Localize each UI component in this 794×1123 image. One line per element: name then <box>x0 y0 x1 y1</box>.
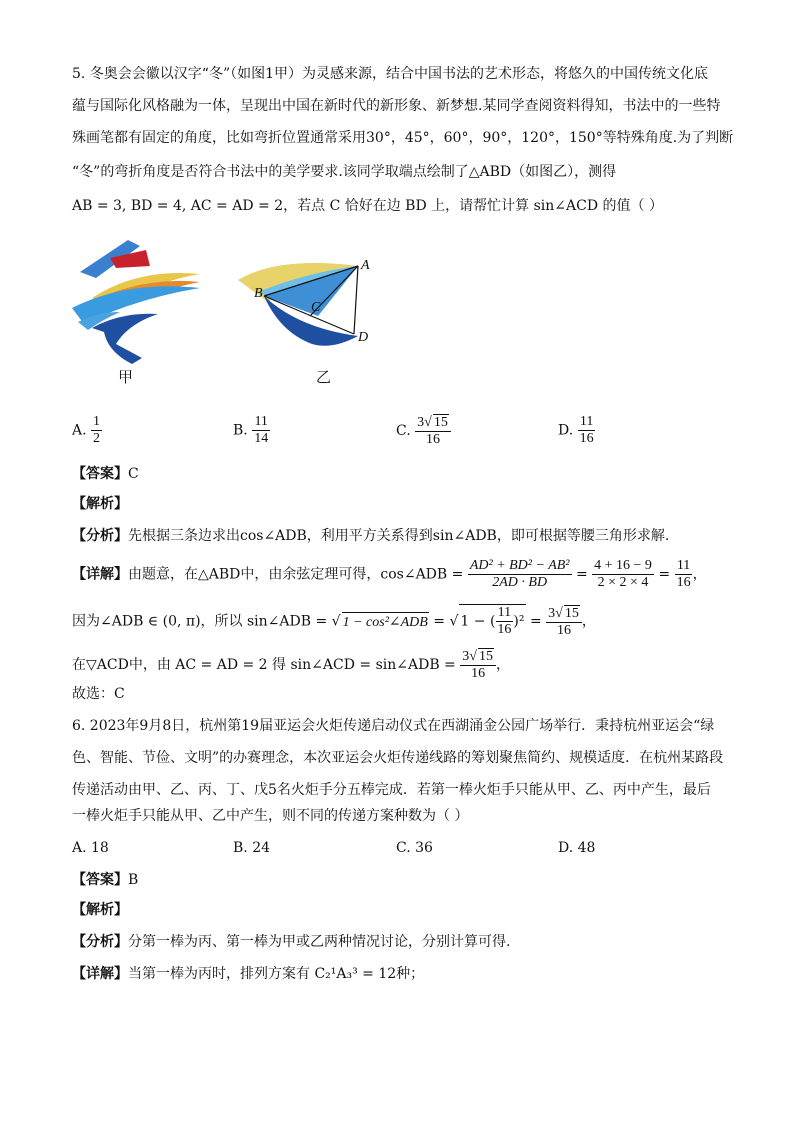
option-c-label: C. <box>396 423 411 439</box>
xj2-rad2-frac <box>495 605 513 638</box>
option-b-num: 11 <box>254 414 268 429</box>
q6-xiangjie-text: 当第一棒为丙时，排列方案有 C₂¹A₃³ = 12种； <box>128 966 425 982</box>
option-d-label: D. <box>558 422 574 439</box>
option-c-radicand: 15 <box>433 415 448 430</box>
option-b-den: 14 <box>254 431 269 446</box>
option-c-den: 16 <box>425 432 440 447</box>
xj3-result-coef: 3 <box>462 649 470 664</box>
q5-line-4: “冬”的弯折角度是否符合书法中的美学要求.该同学取端点绘制了△ABD（如图乙），测得 <box>72 164 617 180</box>
q6-xiangjie-tag: 【详解】 <box>72 966 128 982</box>
option-b-label: B. <box>233 422 248 439</box>
fenxi-tag: 【分析】 <box>72 528 128 544</box>
xj3-result-den: 16 <box>471 666 486 681</box>
point-label-b: B <box>254 286 263 301</box>
q5-line-1: 5. 冬奥会会徽以汉字“冬”（如图1甲）为灵感来源，结合中国书法的艺术形态，将悠久的中国传统文化底 <box>72 66 709 82</box>
xj1-frac-3-den: 16 <box>676 575 691 590</box>
option-a-den: 2 <box>93 431 101 446</box>
xj2-result-coef: 3 <box>548 605 556 621</box>
q5-option-d[interactable] <box>558 414 596 447</box>
q5-xiangjie-2: 因为∠ADB ∈ (0, π)，所以 sin∠ADB = √ 1 − cos²∠ADB = √ 1 − ( $\frac{11}{16}$ )² = $\frac{3√ 15}{16}$ ， <box>72 605 596 638</box>
figure-svg <box>68 232 388 392</box>
q5-conclusion: 故选：C <box>72 686 125 702</box>
q5-line-5: AB = 3, BD = 4, AC = AD = 2，若点 C 恰好在边 BD 上，请帮忙计算 sin∠ACD 的值（ ） <box>72 198 663 214</box>
q5-line-2: 蕴与国际化风格融为一体，呈现出中国在新时代的新形象、新梦想.某同学查阅资料得知，书法中的一些特 <box>72 98 721 114</box>
q5-option-b[interactable] <box>233 414 270 447</box>
q5-line-3: 殊画笔都有固定的角度，比如弯折位置通常采用30°，45°，60°，90°，120°，150°等特殊角度.为了判断 <box>72 130 734 146</box>
xj2-text: 因为∠ADB ∈ (0, π)，所以 sin∠ADB = <box>72 613 332 630</box>
xj1-frac-3 <box>675 558 693 591</box>
emblem-figure <box>72 240 200 364</box>
q6-fenxi <box>72 932 510 952</box>
q6-answer-tag: 【答案】 <box>72 872 128 888</box>
xj2-rad2-post: )² <box>513 613 525 630</box>
q5-xiangjie-1: 【详解】由题意，在△ABD中，由余弦定理可得，cos∠ADB = $\frac{\text{AD² + BD² − AB²}}{2AD \cdot BD}$ = $\frac{4 + 16 - 9}{2 \times 2 \times 4}$ = $\frac{11}{16}$ ， <box>72 558 707 590</box>
q6-option-a[interactable]: A. 18 <box>72 840 109 856</box>
option-a-num: 1 <box>93 414 101 429</box>
q6-option-d[interactable]: D. 48 <box>558 840 596 856</box>
q6-analysis-tag <box>72 900 128 920</box>
xj1-frac-1-num: AD² + BD² − AB² <box>469 558 570 573</box>
q5-answer <box>72 464 139 484</box>
q5-figure <box>68 232 388 392</box>
q6-answer-value: B <box>128 872 139 888</box>
figure-caption-left: 甲 <box>118 368 134 386</box>
q5-fenxi <box>72 526 669 546</box>
xj1-frac-2-den: 2 × 2 × 4 <box>597 575 649 590</box>
xj2-rad2-den: 16 <box>497 622 512 637</box>
option-b-fraction <box>252 414 270 447</box>
q6-option-c[interactable]: C. 36 <box>396 840 433 856</box>
q6-line-3: 传递活动由甲、乙、丙、丁、戊5名火炬手分五棒完成．若第一棒火炬手只能从甲、乙、丙中产生，最后 <box>72 782 711 798</box>
xj2-result <box>546 605 582 639</box>
analysis-tag: 【解析】 <box>72 496 128 512</box>
q5-option-a[interactable] <box>72 414 102 447</box>
q5-option-c[interactable] <box>396 414 451 448</box>
answer-value: C <box>128 466 139 482</box>
q6-line-4: 一棒火炬手只能从甲、乙中产生，则不同的传递方案种数为（ ） <box>72 808 469 824</box>
xj1-frac-1 <box>468 558 572 591</box>
xj3-text: 在▽ACD中，由 AC = AD = 2 得 sin∠ACD = sin∠ADB = <box>72 657 461 673</box>
point-label-d: D <box>358 330 369 345</box>
q6-fenxi-tag: 【分析】 <box>72 934 128 950</box>
xj2-rad2-pre: 1 − ( <box>460 613 496 630</box>
xj2-result-radicand: 15 <box>564 605 579 621</box>
xj3-result <box>460 648 496 682</box>
answer-tag: 【答案】 <box>72 466 128 482</box>
xj1-frac-1-den: 2AD · BD <box>492 575 548 590</box>
fenxi-text: 先根据三条边求出cos∠ADB，利用平方关系得到sin∠ADB，即可根据等腰三角形求解. <box>128 528 670 544</box>
q6-option-b[interactable]: B. 24 <box>233 840 271 856</box>
q5-analysis-tag <box>72 494 128 514</box>
xj1-frac-2-num: 4 + 16 − 9 <box>594 558 652 573</box>
xj2-result-num: 3√ 15 <box>546 605 582 623</box>
xj3-result-radicand: 15 <box>478 649 493 664</box>
point-label-a: A <box>361 258 370 273</box>
q6-line-1: 6. 2023年9月8日，杭州第19届亚运会火炬传递启动仪式在西湖涌金公园广场举行．秉持杭州亚运会“绿 <box>72 718 715 734</box>
xj1-text: 由题意，在△ABD中，由余弦定理可得，cos∠ADB = <box>128 566 468 583</box>
option-d-den: 16 <box>579 431 594 446</box>
option-c-fraction <box>415 414 451 448</box>
q6-fenxi-text: 分第一棒为丙、第一棒为甲或乙两种情况讨论，分别计算可得. <box>128 934 511 950</box>
triangle-figure <box>238 263 358 346</box>
xj2-radicand-1: 1 − cos²∠ADB <box>342 612 429 633</box>
q5-xiangjie-3: 在▽ACD中，由 AC = AD = 2 得 sin∠ACD = sin∠ADB = $\frac{3√ 15}{16}$ ， <box>72 649 510 681</box>
q6-analysis-tag-text: 【解析】 <box>72 902 128 918</box>
q6-line-2: 色、智能、节俭、文明”的办赛理念，本次亚运会火炬传递线路的筹划聚焦简约、规模适度．在杭州某路段 <box>72 750 724 766</box>
point-label-c: C <box>311 300 321 315</box>
xj2-result-den: 16 <box>556 622 571 638</box>
option-a-label: A. <box>72 422 87 439</box>
figure-caption-right: 乙 <box>316 368 332 386</box>
xj2-rad2-num: 11 <box>497 605 512 620</box>
q6-answer <box>72 870 138 890</box>
xiangjie-tag: 【详解】 <box>72 566 128 583</box>
q6-xiangjie <box>72 964 424 984</box>
xj1-frac-2 <box>592 558 654 591</box>
option-c-coef: 3 <box>417 415 425 430</box>
xj2-radicand-2 <box>459 604 525 638</box>
option-d-num: 11 <box>579 414 594 429</box>
xj3-result-num: 3√ 15 <box>460 648 496 666</box>
option-c-num: 3√ 15 <box>415 414 451 432</box>
option-d-fraction <box>578 414 596 447</box>
xj1-frac-3-num: 11 <box>676 558 691 573</box>
option-a-fraction <box>91 414 102 447</box>
